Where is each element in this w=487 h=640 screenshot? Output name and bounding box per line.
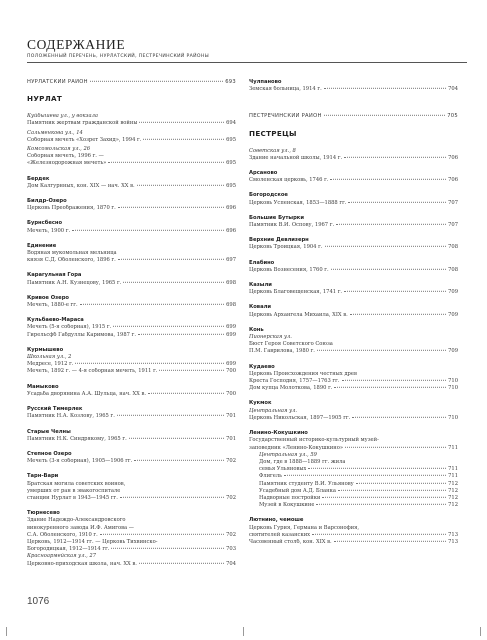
toc-group [27,347,236,376]
toc-group [27,429,236,443]
dot-leader [334,541,446,542]
entry-page: 698 [226,302,236,309]
dot-leader [72,229,224,230]
locality-name: Кривое Озеро [27,294,69,301]
toc-entry [27,113,236,120]
toc-group [249,192,458,206]
entry-page: 706 [448,177,458,184]
locality-name: Ленино-Кокушкино [249,430,308,437]
toc-entry [27,354,236,361]
toc-entry [249,155,458,162]
dot-leader [352,417,446,418]
entry-page: 702 [226,531,236,538]
locality-name: Единение [27,242,57,249]
locality-name: Бурнсбесно [27,220,63,227]
dot-leader [334,387,446,388]
toc-entry [27,280,236,287]
entry-text: Школьная ул., 2 [27,354,72,361]
locality-name: Русский Тимерлек [27,406,83,413]
toc-entry [249,222,458,229]
toc-entry [27,546,236,553]
entry-page: 701 [226,435,236,442]
entry-text: Креста Господня, 1757—1763 гг. [249,378,340,385]
toc-group [27,220,236,234]
toc-entry [249,408,458,415]
dot-leader [324,88,446,89]
entry-text: Надворные постройки [259,494,321,501]
dot-leader [159,370,224,371]
entry-text: Центральная ул., 59 [259,451,317,458]
toc-entry [27,525,236,532]
district-heading [249,113,458,120]
toc-entry [27,532,236,539]
locality-name: Елабино [249,259,275,266]
entry-text: Красноармейская ул., 27 [27,553,97,560]
dot-leader [344,157,446,158]
dot-leader [117,415,224,416]
entry-page: 710 [448,385,458,392]
toc-entry [27,250,236,257]
toc-group [249,304,458,318]
toc-entry [249,348,458,355]
dot-leader [342,380,447,381]
dot-leader [129,438,224,439]
toc-group [249,400,458,422]
entry-text: Комсомольская ул., 26 [27,146,91,153]
toc-group [27,473,236,502]
locality-name: Верхние Девлизерн [249,237,309,244]
entry-page: 709 [448,289,458,296]
toc-entry [249,385,458,392]
entry-page: 699 [226,324,236,331]
dot-leader [139,562,224,563]
dot-leader [118,207,224,208]
entry-page: 696 [226,227,236,234]
toc-entry [249,267,458,274]
entry-text: Пионерская ул. [249,334,292,341]
entry-page: 710 [448,414,458,421]
toc-group [249,148,458,162]
dot-leader [143,139,224,140]
entry-page: 708 [448,266,458,273]
district-center-heading: НУРЛАТ [27,94,63,104]
toc-entry [27,120,236,127]
dot-leader [312,534,446,535]
crop-mark-right [480,627,481,636]
entry-page: 707 [448,222,458,229]
locality-name: Карагульная Гора [27,272,82,279]
entry-page: 711 [448,473,458,480]
right-column [249,79,458,554]
entry-text: Богородицкая, 1912—1914 гг. [27,546,110,553]
entry-page: 712 [448,502,458,509]
entry-page: 712 [448,487,458,494]
entry-text: Церковь Благовещенская, 1741 г. [249,289,343,296]
entry-text: Церковь Происхождения честных древ [249,370,357,377]
entry-text: Церковь Вознесения, 1760 г. [249,266,329,273]
toc-entry [249,466,458,473]
page-subtitle: ПОЛОЖЕННЫЙ ПЕРЕЧЕНЬ, НУРЛАТСКИЙ, ПЕСТРЕЧИНСКИЙ РАЙОНЫ [27,54,210,59]
toc-entry [27,488,236,495]
toc-entry [249,502,458,509]
district-name: ПЕСТРЕЧИНСКИЙ РАЙОН [249,113,322,120]
toc-entry [27,183,236,190]
toc-group [27,272,236,286]
locality-name: Кудаево [249,363,275,370]
entry-text: Гирельсфб Габдуллы Каримова, 1987 г. [27,331,136,338]
dot-leader [325,246,447,247]
locality-name: Казыли [249,282,272,289]
entry-page: 709 [448,311,458,318]
dot-leader [75,363,224,364]
entry-text: Смоленская церковь, 1746 г. [249,177,329,184]
entry-text: Церковь Никольская, 1897—1905 гг. [249,414,351,421]
toc-group [249,327,458,356]
district-heading [27,79,236,86]
entry-page: 711 [448,466,458,473]
toc-entry [27,361,236,368]
dot-leader [100,534,224,535]
toc-group [249,237,458,251]
toc-group [249,364,458,393]
dot-leader [322,497,446,498]
toc-group [27,510,236,568]
dot-leader [113,326,224,327]
toc-entry [249,481,458,488]
toc-entry [249,415,458,422]
dot-leader [338,490,446,491]
dot-leader [111,548,224,549]
entry-page: 706 [448,154,458,161]
entry-text: Сальменкова ул., 14 [27,129,83,136]
district-page: 693 [225,79,236,85]
toc-entry [27,553,236,560]
dot-leader [137,185,224,186]
dot-leader [138,333,224,334]
dot-leader [118,259,224,260]
dot-leader [331,269,446,270]
dot-leader [345,446,446,447]
toc-entry [27,561,236,568]
entry-text: Куйбышева ул., у вокзала [27,113,98,120]
dot-leader [134,460,224,461]
toc-group [249,517,458,546]
locality-name: Мамыково [27,383,59,390]
toc-entry [249,525,458,532]
toc-entry [27,324,236,331]
entry-text: Мечеть (3-я соборная), 1905—1906 гг. [27,458,133,465]
entry-page: 713 [448,531,458,538]
entry-text: Церковь Архангела Михаила, XIX в. [249,311,348,318]
entry-page: 697 [226,257,236,264]
entry-text: Мечеть (5-я соборная), 1915 г. [27,324,112,331]
entry-text: Бюст Героя Советского Союза [249,341,333,348]
entry-text: Памятник А.Н. Кузнецову, 1965 г. [27,279,122,286]
entry-text: Советская ул., 8 [249,147,296,154]
dot-leader [80,304,224,305]
toc-entry [249,378,458,385]
toc-group [249,260,458,274]
entry-page: 695 [226,136,236,143]
dot-leader [123,281,224,282]
toc-entry [249,177,458,184]
entry-text: Дом Калгурнных, кон. XIX — нач. XX в. [27,182,135,189]
locality-name: Старые Челны [27,428,71,435]
entry-text: Медресе, 1912 г. [27,361,74,368]
toc-entry [249,539,458,546]
entry-text: Здание начальной школы, 1914 г. [249,154,343,161]
entry-text: Усадьба дворянина А.А. Шульца, нач. XX в. [27,390,147,397]
toc-entry [27,302,236,309]
toc-entry [249,452,458,459]
dot-leader [350,313,446,314]
dot-leader [348,201,446,202]
toc-entry [249,312,458,319]
entry-text: святителей казанских [249,531,311,538]
entry-page: 709 [448,348,458,355]
entry-text: Церковь Троицкая, 1904 г. [249,244,323,251]
toc-entry [249,437,458,444]
entry-text: Дом купца Молоткова, 1890 г. [249,385,333,392]
page-number: 1076 [27,596,50,607]
entry-text: Соборная мечеть, 1996 г. — [27,153,104,160]
locality-name: Богородское [249,192,288,199]
locality-name: Тюрнесево [27,510,60,517]
entry-page: 696 [226,205,236,212]
entry-text: винокуренного завода И.Ф. Амигова — [27,524,134,531]
district-page: 705 [447,113,458,120]
entry-text: Дом, где в 1888—1889 гг. жила [259,458,346,465]
locality-name: Конь [249,326,264,333]
toc-entry [249,289,458,296]
dot-leader [317,350,446,351]
entry-page: 710 [448,378,458,385]
entry-text: Часовенный столб, кон. XIX в. [249,538,332,545]
entry-text: Земская больница, 1914 г. [249,86,322,93]
entry-page: 695 [226,182,236,189]
toc-group [27,176,236,190]
toc-entry [27,413,236,420]
entry-page: 704 [448,86,458,93]
toc-entry [27,130,236,137]
dot-leader [139,122,224,123]
entry-page: 704 [226,560,236,567]
locality-name: Степное Озеро [27,450,72,457]
toc-group [27,384,236,398]
toc-entry [27,137,236,144]
entry-page: 695 [226,160,236,167]
entry-page: 703 [226,546,236,553]
entry-page: 707 [448,199,458,206]
toc-entry [249,473,458,480]
entry-text: Водяная мукомольная мельница [27,250,117,257]
locality-name: Лютнино, чемоше [249,517,304,524]
entry-text: Мечеть, 1880-е гг. [27,302,78,309]
entry-page: 702 [226,494,236,501]
toc-entry [27,458,236,465]
toc-entry [249,148,458,155]
entry-text: Мечеть, 1900 г. [27,227,71,234]
toc-entry [27,481,236,488]
toc-entry [27,153,236,160]
toc-entry [249,200,458,207]
dot-leader [356,482,446,483]
toc-entry [27,517,236,524]
toc-group [27,198,236,212]
entry-text: Церковь Преображения, 1870 г. [27,205,116,212]
dot-leader [308,468,446,469]
entry-text: умерших от ран в эвакогоспитале [27,487,121,494]
toc-group [27,317,236,339]
district-center-heading: ПЕСТРЕЦЫ [249,128,297,138]
locality-name: Билдр-Озеро [27,198,67,205]
locality-name: Кульбаево-Мараса [27,317,84,324]
entry-text: Церковно-приходская школа, нач. XX в. [27,560,137,567]
dot-leader [120,497,224,498]
dot-leader [108,162,224,163]
toc-entry [249,341,458,348]
entry-page: 701 [226,413,236,420]
crop-mark-center [243,627,244,636]
toc-entry [249,488,458,495]
entry-text: Церковь Гурия, Германа и Варсонофия, [249,524,360,531]
entry-text: Церковь Успенская, 1853—1888 гг. [249,199,347,206]
entry-text: семья Ульяновых [259,466,307,473]
entry-page: 700 [226,390,236,397]
entry-text: Памятник жертвам гражданской войны [27,120,138,127]
entry-text: Центральная ул. [249,407,298,414]
left-column [27,79,236,576]
locality-name: Бердек [27,175,50,182]
toc-group [249,430,458,509]
entry-text: Здание Надеждо-Александровского [27,517,126,524]
entry-page: 712 [448,494,458,501]
toc-entry [27,332,236,339]
entry-text: Памятник студенту В.И. Ульянову [259,480,354,487]
dot-leader [330,179,446,180]
toc-group [249,170,458,184]
toc-entry [249,532,458,539]
toc-entry [27,539,236,546]
entry-text: «Железнодорожная мечеть» [27,160,107,167]
toc-entry [249,459,458,466]
district-name: НУРЛАТСКИЙ РАЙОН [27,79,88,85]
locality-name: Ковали [249,304,272,311]
entry-page: 700 [226,368,236,375]
entry-text: Памятник В.И. Оспову, 1967 г. [249,222,335,229]
toc-group [27,243,236,265]
dot-leader [336,224,446,225]
dot-leader [324,115,446,116]
dot-leader [284,475,446,476]
entry-page: 699 [226,361,236,368]
dot-leader [90,81,223,82]
entry-text: Усадебный дом А.Д. Бланка [259,487,336,494]
toc-entry [249,445,458,452]
entry-page: 708 [448,244,458,251]
entry-text: С.А. Оболенского, 1910 г. [27,531,98,538]
entry-text: Братская могила советских воинов, [27,480,126,487]
entry-text: Памятник Н.А. Козлову, 1965 г. [27,413,115,420]
toc-entry [27,205,236,212]
entry-text: князя С.Д. Оболенского, 1896 г. [27,257,116,264]
locality-name: Тарн-Вари [27,473,59,480]
entry-text: Мечеть, 1892 г. — 4-я соборная мечеть, 1911 г. [27,368,158,375]
entry-text: П.М. Гаврилова, 1980 г. [249,348,315,355]
locality-name: Кукмок [249,400,272,407]
entry-page: 698 [226,279,236,286]
toc-entry [27,391,236,398]
entry-text: Музей в Кокушкине [259,502,315,509]
toc-group [249,282,458,296]
entry-text: заповедник «Ленино-Кокушкино» [249,444,344,451]
entry-page: 694 [226,120,236,127]
toc-entry [249,371,458,378]
toc-entry [27,257,236,264]
entry-page: 699 [226,331,236,338]
entry-page: 711 [448,444,458,451]
toc-group [249,215,458,229]
toc-group [27,451,236,465]
toc-entry [27,436,236,443]
entry-page: 702 [226,458,236,465]
toc-entry [27,368,236,375]
crop-mark-left [6,627,7,636]
dot-leader [316,504,446,505]
locality-name: Курмышево [27,346,64,353]
dot-leader [148,393,224,394]
entry-text: Государственный историко-культурный музей- [249,437,379,444]
toc-group [27,295,236,309]
toc-group [27,113,236,167]
toc-entry [249,86,458,93]
dot-leader [344,291,446,292]
toc-group [249,79,458,93]
locality-name: Арсаново [249,170,278,177]
entry-text: Церковь, 1912—1914 гг. — Церковь Тихвинско- [27,538,158,545]
section-spacer [249,101,458,113]
entry-page: 712 [448,480,458,487]
toc-group [27,406,236,420]
locality-name: Чулпаново [249,79,282,85]
toc-entry [249,495,458,502]
entry-page: 713 [448,538,458,545]
toc-entry [249,244,458,251]
toc-entry [27,146,236,153]
locality-name: Большие Бутырки [249,214,304,221]
toc-entry [27,228,236,235]
entry-text: станции Нурлат в 1943—1945 гг. [27,494,118,501]
entry-text: Памятник Н.К. Синдрякому, 1965 г. [27,435,127,442]
toc-entry [27,495,236,502]
page-title: СОДЕРЖАНИЕ [27,37,126,52]
header-rule [27,62,467,63]
toc-entry [249,334,458,341]
entry-text: Соборная мечеть «Хозрет Захид», 1994 г. [27,136,142,143]
toc-entry [27,160,236,167]
entry-text: Флигель [259,473,282,480]
